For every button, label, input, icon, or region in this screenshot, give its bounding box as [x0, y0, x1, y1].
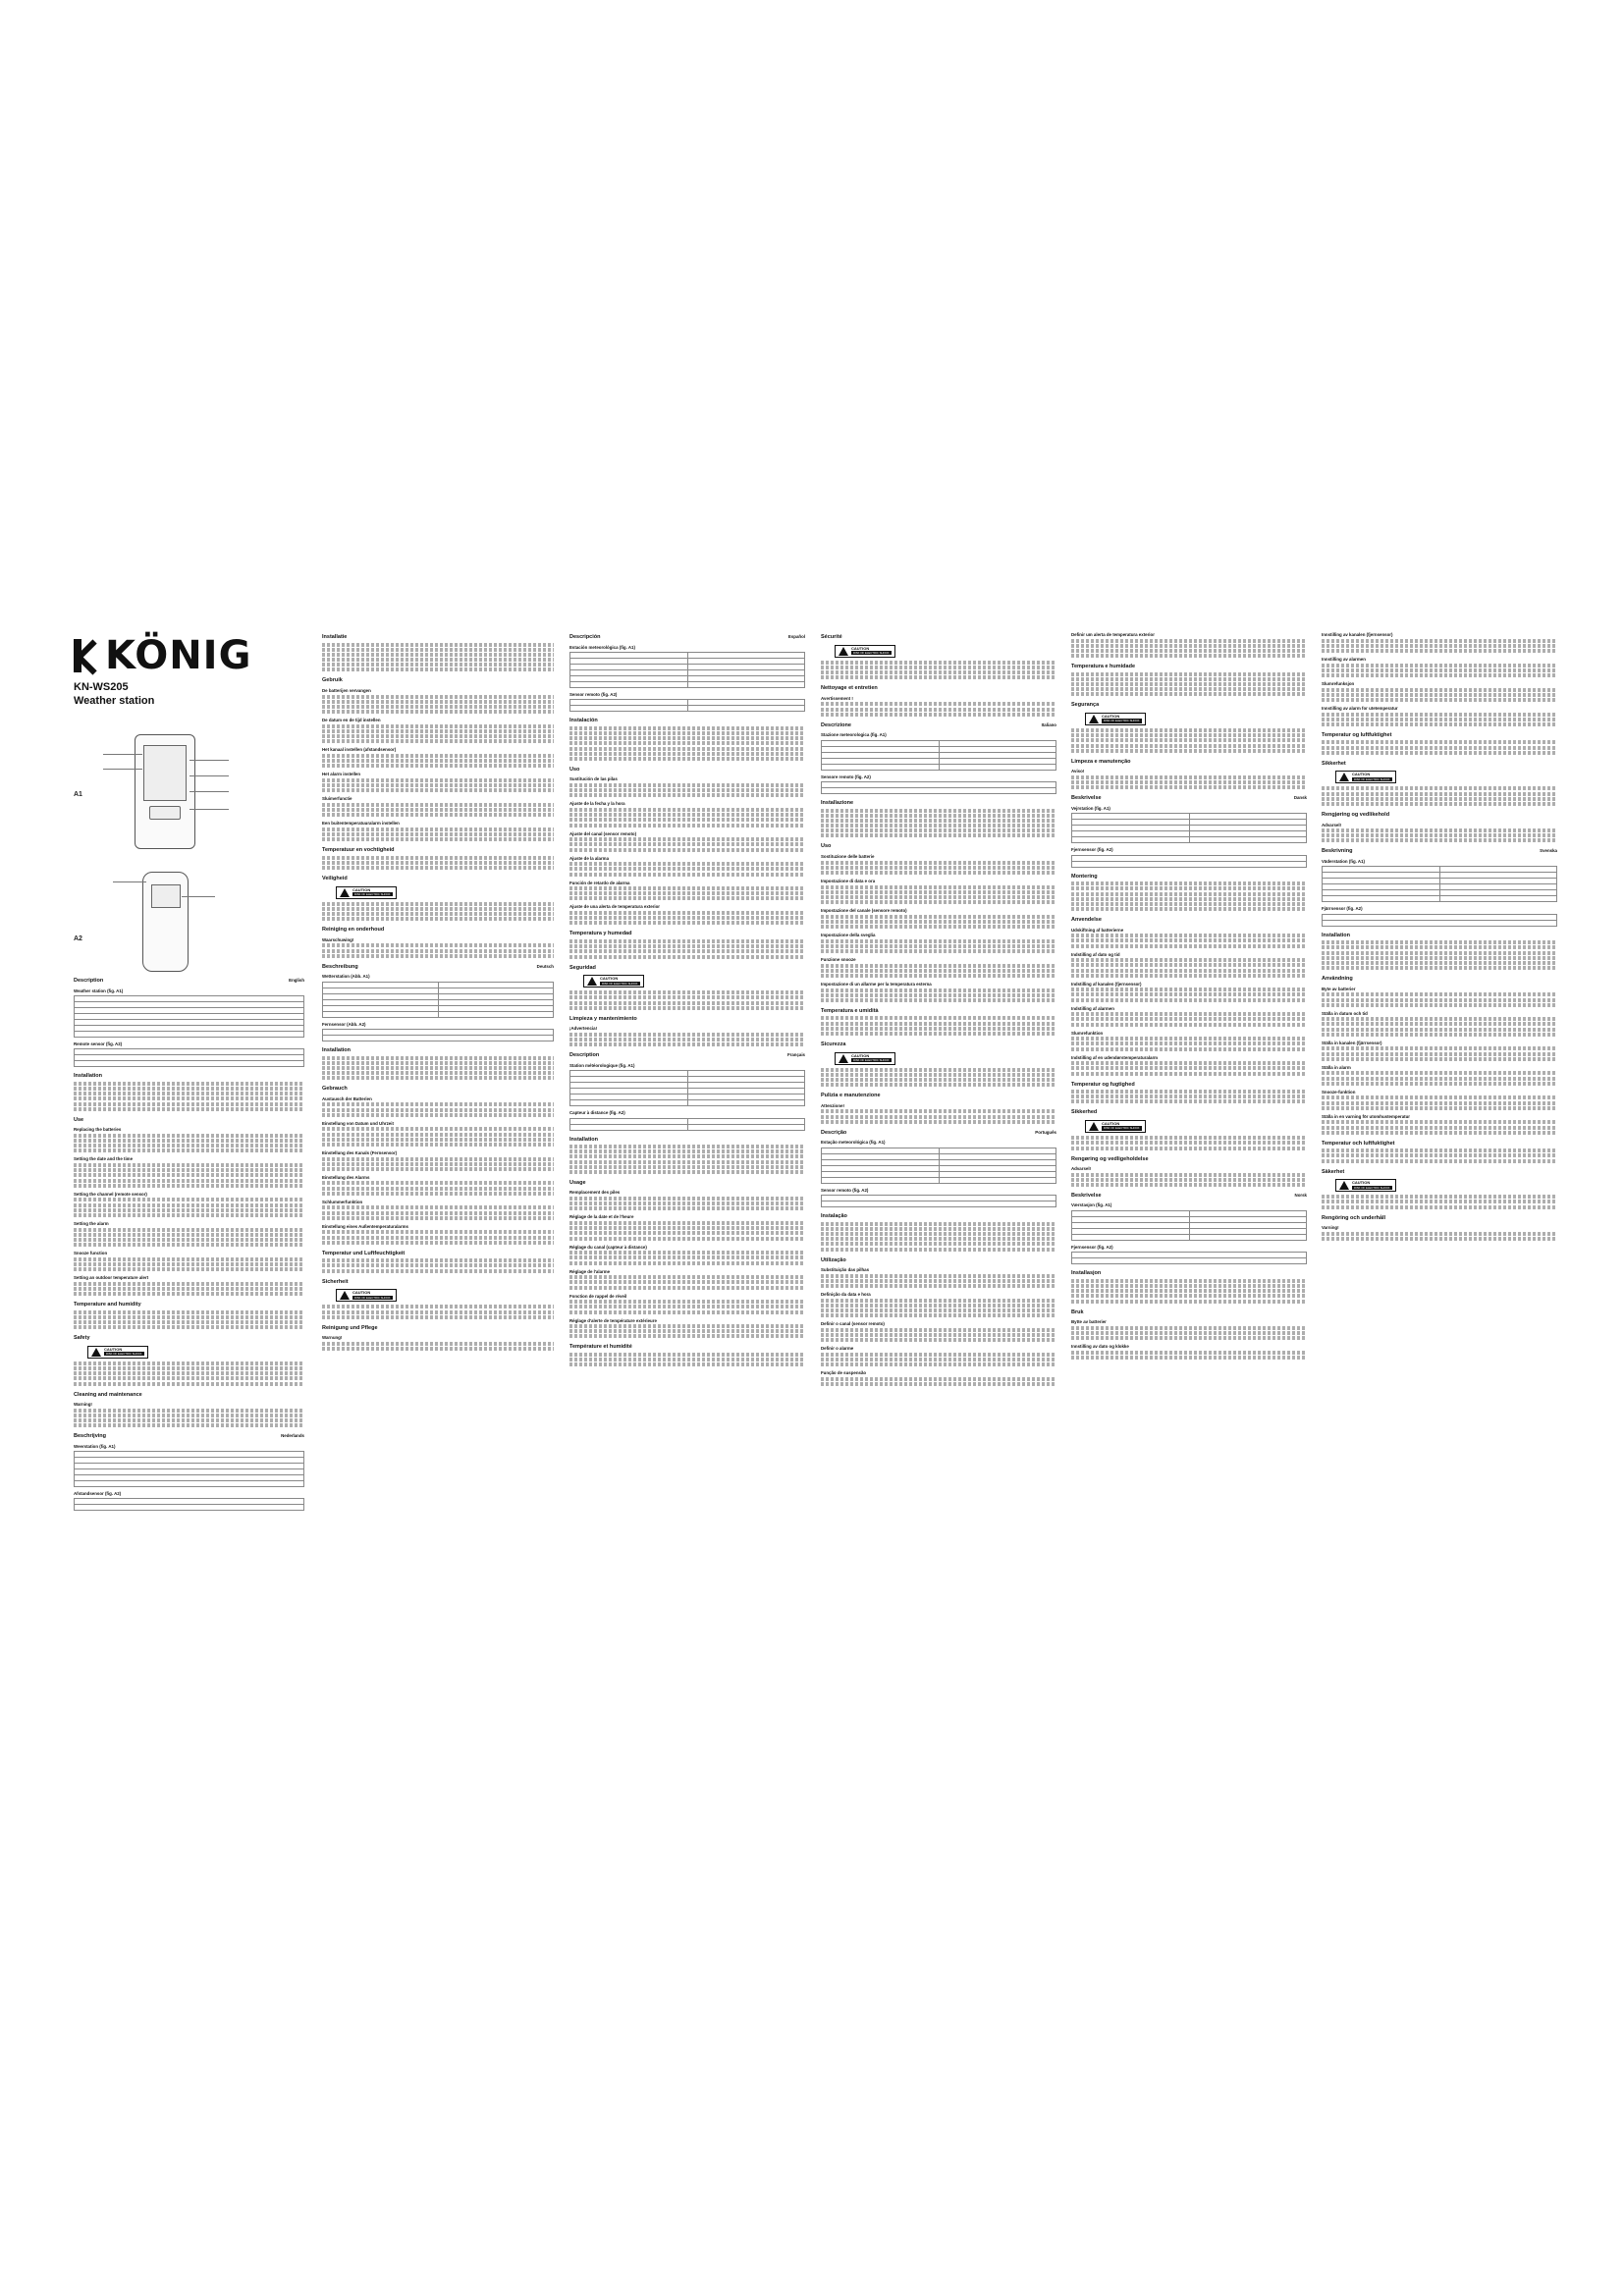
section-title: Rengjøring og vedlikehold — [1322, 812, 1390, 818]
parts-table — [1322, 866, 1557, 902]
subsection-title: Een buitentemperatuuralarm instellen — [322, 821, 400, 827]
section-title: Utilização — [821, 1256, 846, 1263]
subsection-title: Impostazione di un allarme per la temperatura esterna — [821, 982, 932, 987]
subsection-title: Substituição das pilhas — [821, 1267, 870, 1272]
subsection-title: Impostazione di data e ora — [821, 878, 876, 883]
subsection-title: Schlummerfunktion — [322, 1199, 363, 1204]
subsection-title: Innstilling av alarm for utetemperatur — [1322, 705, 1398, 711]
subsection-title: Austausch der Batterien — [322, 1095, 372, 1101]
subsection-title: Byte av batterier — [1322, 986, 1356, 991]
subsection-title: Estación meteorológica (fig. A1) — [569, 644, 635, 650]
section-title: Description — [74, 978, 104, 984]
brand-wordmark: KÖNIG — [105, 633, 252, 678]
section-title: Descripción — [569, 634, 601, 640]
subsection-title: De batterijen vervangen — [322, 687, 371, 693]
subsection-title: Capteur à distance (fig. A2) — [569, 1110, 625, 1116]
parts-table — [569, 652, 805, 688]
section-title: Limpeza e manutenção — [1071, 758, 1131, 765]
subsection-title: Indstilling af en udendørstemperaturalarm — [1071, 1054, 1159, 1060]
subsection-title: Avertissement ! — [821, 695, 853, 701]
section-title: Installation — [1322, 932, 1351, 938]
subsection-title: Sluimerfunctie — [322, 796, 352, 802]
caution-label: CAUTION RISK OF ELECTRIC SHOCK — [87, 1346, 148, 1359]
caution-label: CAUTION RISK OF ELECTRIC SHOCK — [336, 886, 397, 899]
subsection-title: Stazione meteorologica (fig. A1) — [821, 732, 887, 738]
caution-label: CAUTION RISK OF ELECTRIC SHOCK — [835, 645, 895, 658]
parts-table — [821, 1148, 1056, 1184]
model-number: KN-WS205 — [74, 681, 129, 693]
section-title: Sikkerhet — [1322, 760, 1346, 767]
subsection-title: Ställa in datum och tid — [1322, 1010, 1368, 1016]
subsection-title: Indstilling af alarmen — [1071, 1005, 1114, 1011]
subsection-title: Ajuste del canal (sensor remoto) — [569, 830, 637, 836]
section-title: Installatie — [322, 634, 348, 640]
figure-a1-label: A1 — [74, 791, 82, 798]
warning-triangle-icon — [340, 1291, 350, 1300]
language-label: Español — [787, 634, 805, 639]
section-title: Use — [74, 1116, 84, 1123]
subsection-title: Réglage de l'alarme — [569, 1268, 611, 1274]
section-title: Instalação — [821, 1213, 847, 1220]
caution-label: CAUTION RISK OF ELECTRIC SHOCK — [336, 1289, 397, 1302]
subsection-title: Afstandsensor (fig. A2) — [74, 1491, 122, 1497]
section-title: Beschreibung — [322, 963, 358, 970]
subsection-title: Ställa in en varning för utomhustemperatur — [1322, 1113, 1411, 1119]
parts-table — [1071, 855, 1307, 868]
subsection-title: Sensore remoto (fig. A2) — [821, 774, 871, 779]
warning-triangle-icon — [1089, 715, 1099, 723]
section-title: Säkerhet — [1322, 1168, 1345, 1175]
subsection-title: Ajuste de la alarma — [569, 855, 610, 861]
warning-triangle-icon — [1339, 1181, 1349, 1190]
section-title: Temperatur och luftfuktighet — [1322, 1140, 1395, 1147]
subsection-title: Wetterstation (Abb. A1) — [322, 974, 370, 980]
section-title: Cleaning and maintenance — [74, 1391, 142, 1398]
subsection-title: Estação meteorológica (fig. A1) — [821, 1140, 886, 1146]
subsection-title: Warnung! — [322, 1335, 343, 1341]
section-title: Temperature and humidity — [74, 1302, 141, 1308]
subsection-title: Réglage du canal (capteur à distance) — [569, 1244, 647, 1250]
section-title: Nettoyage et entretien — [821, 685, 878, 692]
subsection-title: Setting the channel (remote sensor) — [74, 1191, 147, 1197]
konig-logo — [74, 633, 252, 678]
subsection-title: Advarsel! — [1322, 822, 1342, 828]
section-title: Reiniging en onderhoud — [322, 927, 385, 934]
subsection-title: Replacing the batteries — [74, 1127, 122, 1133]
subsection-title: Sensor remoto (fig. A2) — [821, 1187, 869, 1193]
language-label: English — [289, 978, 304, 983]
caution-label: CAUTION RISK OF ELECTRIC SHOCK — [1335, 771, 1396, 783]
caution-label: CAUTION RISK OF ELECTRIC SHOCK — [583, 975, 644, 988]
subsection-title: Impostazione della sveglia — [821, 933, 876, 938]
section-title: Beskrivning — [1322, 848, 1353, 855]
parts-table — [74, 1498, 304, 1511]
subsection-title: Attenzione! — [821, 1102, 844, 1108]
warning-triangle-icon — [340, 888, 350, 897]
parts-table — [1071, 813, 1307, 843]
section-title: Sicherheit — [322, 1278, 349, 1285]
caution-label: CAUTION RISK OF ELECTRIC SHOCK — [1335, 1179, 1396, 1192]
subsection-title: Ställa in alarm — [1322, 1064, 1351, 1070]
section-title: Temperatur und Luftfeuchtigkeit — [322, 1250, 406, 1256]
subsection-title: Snooze-funktion — [1322, 1089, 1356, 1095]
warning-triangle-icon — [91, 1348, 101, 1357]
section-title: Gebrauch — [322, 1086, 348, 1093]
subsection-title: Remote sensor (fig. A2) — [74, 1041, 123, 1046]
section-title: Uso — [569, 766, 580, 773]
subsection-title: Warning! — [74, 1402, 92, 1407]
subsection-title: Varning! — [1322, 1225, 1339, 1231]
subsection-title: Einstellung eines Außentemperaturalarms — [322, 1223, 408, 1229]
subsection-title: Innstilling av alarmen — [1322, 656, 1366, 662]
parts-table — [821, 1195, 1056, 1207]
subsection-title: Setting the date and the time — [74, 1156, 134, 1162]
parts-table — [821, 740, 1056, 771]
section-title: Sicurezza — [821, 1041, 846, 1048]
language-label: Nederlands — [281, 1433, 304, 1439]
subsection-title: Waarschuwing! — [322, 936, 354, 942]
subsection-title: Setting an outdoor temperature alert — [74, 1275, 149, 1281]
subsection-title: Snooze function — [74, 1251, 108, 1256]
section-title: Descrição — [821, 1129, 847, 1136]
language-label: Norsk — [1294, 1192, 1307, 1198]
section-title: Installation — [74, 1073, 103, 1080]
subsection-title: Het alarm instellen — [322, 772, 361, 777]
caution-label: CAUTION RISK OF ELECTRIC SHOCK — [835, 1052, 895, 1065]
column-norwegian-swedish — [1322, 628, 1557, 1242]
subsection-title: Impostazione del canale (sensore remoto) — [821, 908, 907, 914]
subsection-title: Definir o alarme — [821, 1346, 854, 1352]
subsection-title: Ajuste de la fecha y la hora — [569, 801, 625, 807]
section-title: Sécurité — [821, 634, 842, 640]
column-english — [74, 972, 304, 1514]
language-label: Français — [786, 1052, 805, 1058]
section-title: Temperatur og fugtighed — [1071, 1081, 1135, 1088]
parts-table — [322, 1029, 554, 1041]
section-title: Safety — [74, 1335, 90, 1342]
warning-triangle-icon — [1089, 1122, 1099, 1131]
section-title: Temperatur og luftfuktighet — [1322, 731, 1392, 738]
section-title: Installasjon — [1071, 1270, 1102, 1277]
subsection-title: Função de suspensão — [821, 1370, 867, 1376]
section-title: Installazione — [821, 800, 854, 807]
section-title: Veiligheid — [322, 876, 348, 881]
section-title: Temperatura y humedad — [569, 931, 632, 937]
section-title: Limpieza y mantenimiento — [569, 1015, 637, 1022]
subsection-title: Slumrefunktion — [1071, 1030, 1104, 1036]
subsection-title: Funzione snooze — [821, 957, 856, 963]
subsection-title: Innstilling av kanalen (fjernsensor) — [1322, 632, 1393, 637]
subsection-title: Sostituzione delle batterie — [821, 853, 875, 859]
section-title: Sikkerhed — [1071, 1109, 1098, 1116]
section-title: Seguridad — [569, 964, 596, 971]
column-spanish-french — [569, 628, 805, 1368]
parts-table — [74, 1048, 304, 1067]
section-title: Reinigung und Pflege — [322, 1324, 378, 1331]
parts-table — [1322, 914, 1557, 927]
section-title: Température et humidité — [569, 1344, 632, 1351]
section-title: Anvendelse — [1071, 917, 1102, 924]
subsection-title: Función de retardo de alarma — [569, 880, 630, 885]
subsection-title: Indstilling af dato og tid — [1071, 951, 1120, 957]
product-name: Weather station — [74, 695, 155, 707]
parts-table — [1071, 1210, 1307, 1241]
section-title: Beschrijving — [74, 1433, 107, 1440]
section-title: Installation — [569, 1136, 599, 1143]
subsection-title: Väderstation (fig. A1) — [1322, 858, 1365, 864]
figures — [74, 715, 309, 980]
subsection-title: Bytte av batterier — [1071, 1319, 1107, 1325]
subsection-title: Fjernsensor (fig. A2) — [1071, 847, 1113, 853]
section-title: Pulizia e manutenzione — [821, 1093, 881, 1099]
subsection-title: Einstellung des Kanals (Fernsensor) — [322, 1149, 398, 1155]
subsection-title: Réglage de la date et de l'heure — [569, 1214, 634, 1220]
section-title: Rengöring och underhåll — [1322, 1214, 1386, 1221]
subsection-title: ¡Advertencia! — [569, 1026, 598, 1032]
subsection-title: Station météorologique (fig. A1) — [569, 1062, 635, 1068]
subsection-title: Aviso! — [1071, 769, 1085, 774]
remote-sensor-drawing — [142, 872, 189, 972]
parts-table — [322, 982, 554, 1018]
section-title: Temperatura e humidade — [1071, 664, 1135, 670]
subsection-title: Fjärrsensor (fig. A2) — [1322, 906, 1363, 912]
caution-label: CAUTION RISK OF ELECTRIC SHOCK — [1085, 713, 1146, 725]
language-label: Português — [1035, 1129, 1056, 1135]
subsection-title: Remplacement des piles — [569, 1190, 621, 1196]
section-title: Montering — [1071, 873, 1098, 880]
warning-triangle-icon — [1339, 773, 1349, 781]
column-danish-norwegian — [1071, 628, 1307, 1361]
caution-label: CAUTION RISK OF ELECTRIC SHOCK — [1085, 1120, 1146, 1133]
section-title: Användning — [1322, 976, 1353, 983]
subsection-title: Fjernsensor (fig. A2) — [1071, 1244, 1113, 1250]
subsection-title: Fonction de rappel de réveil — [569, 1293, 627, 1299]
subsection-title: Fernsensor (Abb. A2) — [322, 1021, 366, 1027]
subsection-title: Einstellung des Alarms — [322, 1174, 370, 1180]
section-title: Bruk — [1071, 1308, 1084, 1315]
subsection-title: Sensor remoto (fig. A2) — [569, 691, 618, 697]
weather-station-drawing — [135, 734, 195, 849]
section-title: Temperatuur en vochtigheid — [322, 847, 395, 854]
section-title: Installation — [322, 1047, 352, 1054]
parts-table — [569, 699, 805, 712]
column-italian-portuguese — [821, 628, 1056, 1387]
parts-table — [569, 1118, 805, 1131]
subsection-title: Weather station (fig. A1) — [74, 988, 124, 993]
section-title: Beskrivelse — [1071, 1192, 1102, 1199]
subsection-title: Værstasjon (fig. A1) — [1071, 1202, 1112, 1208]
section-title: Usage — [569, 1179, 586, 1186]
section-title: Rengøring og vedligeholdelse — [1071, 1155, 1149, 1162]
parts-table — [74, 1451, 304, 1487]
subsection-title: Definir o canal (sensor remoto) — [821, 1321, 885, 1327]
subsection-title: Innstilling av dato og klokke — [1071, 1344, 1129, 1349]
subsection-title: Het kanaal instellen (afstandsensor) — [322, 747, 397, 753]
subsection-title: Weerstation (fig. A1) — [74, 1443, 116, 1449]
subsection-title: Ställa in kanalen (fjärrsensor) — [1322, 1040, 1382, 1045]
section-title: Gebruik — [322, 677, 343, 684]
section-title: Beskrivelse — [1071, 795, 1102, 802]
warning-triangle-icon — [839, 647, 848, 656]
subsection-title: Definição da data e hora — [821, 1291, 871, 1297]
warning-triangle-icon — [587, 977, 597, 986]
parts-table — [74, 995, 304, 1038]
subsection-title: Réglage d'alerte de température extérieure — [569, 1317, 657, 1323]
k-logo-icon — [74, 639, 99, 672]
subsection-title: Sustitución de las pilas — [569, 776, 618, 782]
section-title: Temperatura e umidità — [821, 1007, 879, 1014]
column-dutch-german — [322, 628, 554, 1352]
figure-a2-label: A2 — [74, 935, 82, 942]
parts-table — [1071, 1252, 1307, 1264]
subsection-title: Slumrefunksjon — [1322, 680, 1355, 686]
language-label: Dansk — [1293, 795, 1307, 801]
warning-triangle-icon — [839, 1054, 848, 1063]
section-title: Uso — [821, 843, 832, 850]
section-title: Segurança — [1071, 702, 1100, 709]
section-title: Descrizione — [821, 721, 851, 728]
subsection-title: Einstellung von Datum und Uhrzeit — [322, 1120, 394, 1126]
parts-table — [569, 1070, 805, 1106]
subsection-title: Indstilling af kanalen (fjernsensor) — [1071, 981, 1142, 987]
parts-table — [821, 781, 1056, 794]
subsection-title: Definir um alerta de temperatura exterior — [1071, 632, 1155, 637]
subsection-title: De datum en de tijd instellen — [322, 718, 381, 723]
language-label: Svenska — [1540, 848, 1557, 854]
section-title: Description — [569, 1052, 600, 1059]
language-label: Italiano — [1041, 721, 1056, 727]
subsection-title: Ajuste de una alerta de temperatura exterior — [569, 904, 660, 910]
subsection-title: Advarsel! — [1071, 1166, 1092, 1171]
subsection-title: Setting the alarm — [74, 1220, 109, 1226]
language-label: Deutsch — [536, 963, 554, 969]
subsection-title: Vejrstation (fig. A1) — [1071, 805, 1110, 811]
subsection-title: Udskiftning af batterierne — [1071, 927, 1124, 933]
section-title: Instalación — [569, 718, 598, 724]
